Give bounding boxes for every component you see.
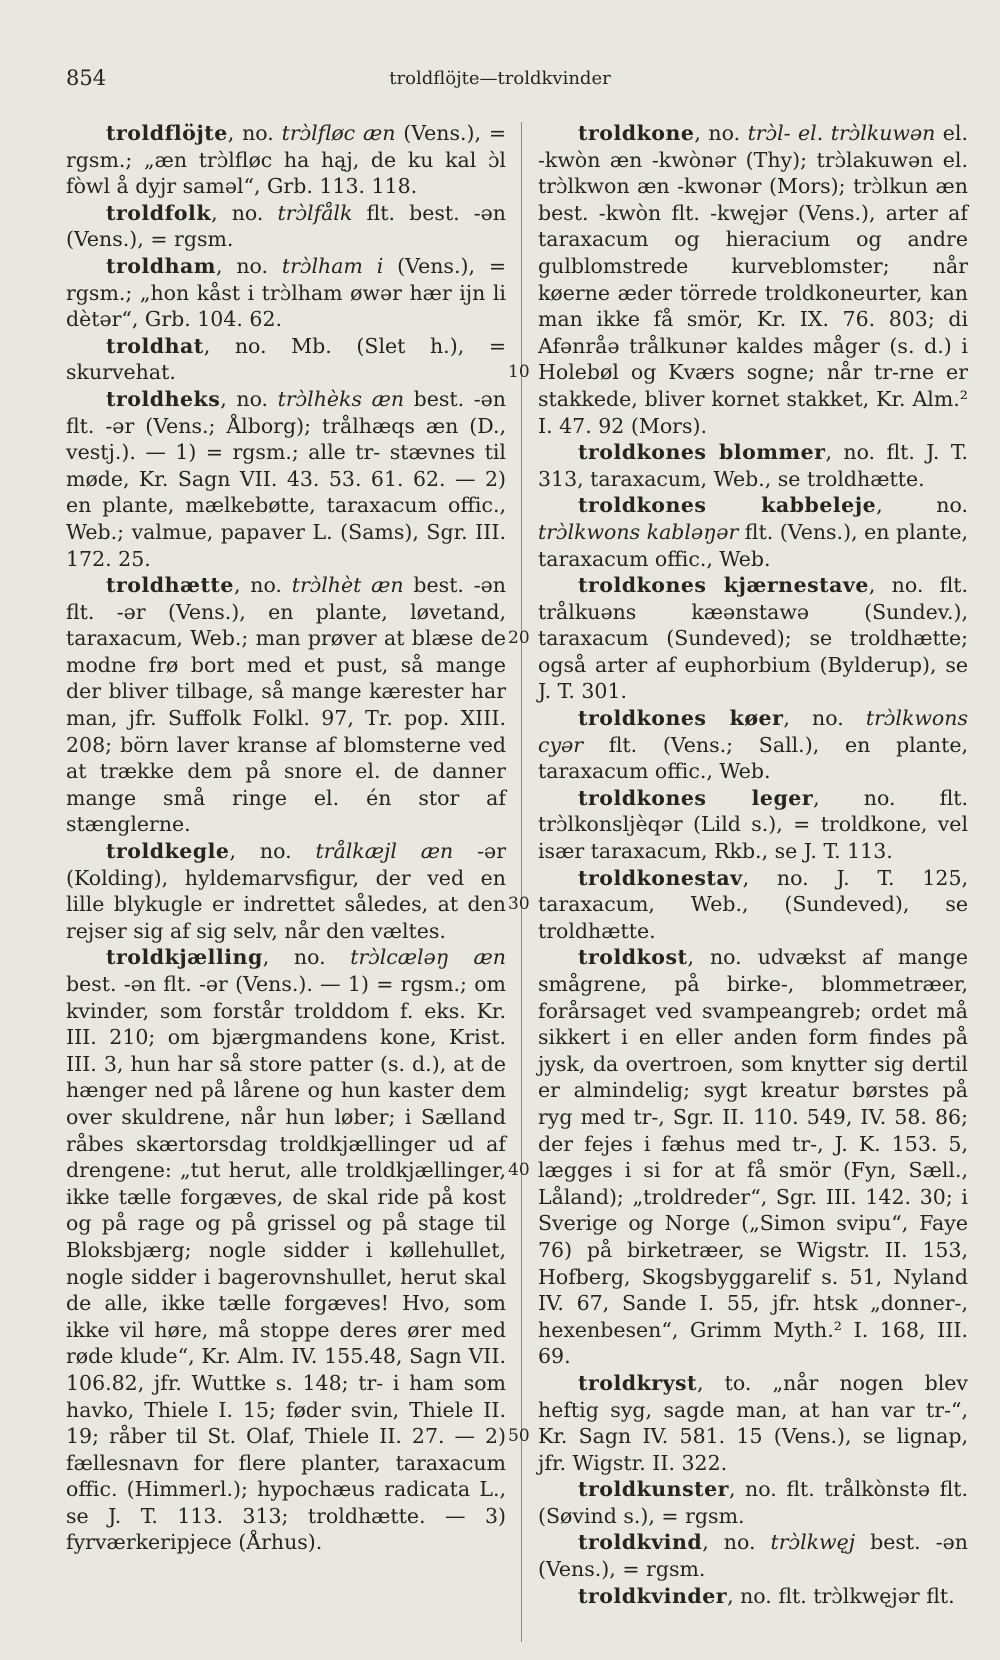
line-marker: 30 [508,894,530,915]
dictionary-entry [538,705,968,785]
entry-pos: , no. [211,200,278,225]
entry-definition: -ər (Kolding), hyldemarvsfigur, der ved en lille blykugle er indrettet således, at den rejser sig af sig selv, når den væltes. [66,839,506,943]
dictionary-entry [66,838,506,944]
entry-headword: troldkones kjærnestave [578,573,869,598]
entry-definition: flt. (Vens.), en plante, taraxacum offic., Web. [538,519,968,571]
entry-headword: troldkones køer [578,706,784,731]
left-column [66,120,506,1556]
entry-pos: , no. [227,121,282,145]
entry-pos: , no. [203,333,292,358]
entry-headword: troldkryst [578,1370,697,1395]
dictionary-entry [538,120,968,439]
entry-pos: , no. [687,945,758,970]
entry-pronunciation: trɔ̀lkwęj [770,1530,856,1555]
entry-definition: flt. J. T. 313, taraxacum, Web., se troldhætte. [538,440,968,491]
entry-definition: J. T. 125, taraxacum, Web., (Sundeved), se troldhætte. [538,865,969,943]
entry-headword: troldkost [578,945,688,970]
dictionary-entry [66,253,506,333]
entry-definition: best. -ən (Vens.), = rgsm. [538,1530,968,1582]
entry-headword: troldkones leger [578,785,814,810]
entry-pos: , no. [694,121,748,145]
dictionary-entry [66,386,506,572]
entry-pos: , no. [868,573,940,598]
entry-definition: flt. trɔ̀lkonsljèqər (Lild s.), = troldkone, vel især taraxacum, Rkb., se J. T. 113. [538,785,968,864]
entry-pos: , no. [813,785,940,810]
entry-headword: troldkegle [106,839,230,864]
dictionary-entry [66,200,506,253]
entry-definition: flt. trålkònstə flt. (Søvind s.), = rgsm. [538,1477,968,1528]
entry-pos: , no. [783,706,866,731]
right-column [538,120,968,1609]
dictionary-entry [538,439,968,492]
entry-definition: best. -ən flt. -ər (Vens.; Ålborg); trålhæqs æn (D., vestj.). — 1) = rgsm.; alle tr- stævnes til møde, Kr. Sagn VII. 43. 53. 61. 62. — 2) en plante, mælkebøtte, taraxacum offic., Web.; valmue, papaver L. (Sams), Sgr. III. 172. 25. [66,386,506,571]
dictionary-entry [538,785,968,865]
entry-definition: best. -ən flt. -ər (Vens.). — 1) = rgsm.; om kvinder, som forstår trolddom f. eks. Kr. III. 210; om bjærgmandens kone, Krist. III. 3, hun har så store patter (s. d.), at de hænger ned på lårene og hun kaster dem over skuldrene, når hun løber; i Sælland råbes skærtorsdag troldkjællinger ud af drengene: „tut herut, alle troldkjællinger, ikke tælle forgæves, de skal ride på kost og på rage og på grissel og på stage til Bloksbjærg; nogle sidder i køllehullet, nogle sidder i bagerovnshullet, herut skal de alle, ikke tælle forgæves! Hvo, som ikke vil høre, må stoppe deres ører med røde klude“, Kr. Alm. IV. 155.48, Sagn VII. 106.82, jfr. Wuttke s. 148; tr- i ham som havko, Thiele I. 15; føder svin, Thiele II. 19; råber til St. Olaf, Thiele II. 27. — 2) fællesnavn for flere planter, taraxacum offic. (Himmerl.); hypochæus radicata L., se J. T. 113. 313; troldhætte. — 3) fyrværkeripjece (Århus). [66,972,506,1555]
dictionary-entry [66,120,506,200]
entry-definition: best. -ən flt. -ər (Vens.), en plante, løvetand, taraxacum, Web.; man prøver at blæse de modne frø bort med et pust, så mange der bliver tilbage, så mange kærester har man, jfr. Suffolk Folkl. 97, Tr. pop. XIII. 208; börn laver kranse af blomsterne ved at trække dem på snore el. de danner mange små ringe el. én stor af stænglerne. [66,573,506,837]
running-head: troldflöjte—troldkvinder [389,68,611,89]
entry-headword: troldkvinder [578,1583,728,1608]
entry-headword: troldhætte [106,573,234,598]
dictionary-entry [538,865,968,945]
entry-definition: flt. trɔ̀lkwęjər flt. [778,1583,955,1608]
entry-pos: , no. [233,573,292,598]
dictionary-entry [66,572,506,838]
dictionary-entry [66,944,506,1556]
page-number: 854 [66,66,107,90]
entry-headword: troldkones blommer [578,440,826,465]
entry-pos: , no. [215,253,282,278]
dictionary-entry [538,1583,968,1610]
entry-headword: troldfolk [106,200,212,225]
entry-pronunciation: trålkæjl æn [315,839,454,864]
entry-pos: , no. [742,865,837,890]
entry-headword: troldkone [578,121,695,145]
entry-definition: flt. (Vens.; Sall.), en plante, taraxacum offic., Web. [538,732,968,784]
line-marker: 20 [508,628,530,649]
entry-headword: troldhat [106,333,204,358]
entry-pos: , to. [697,1370,773,1395]
page-header [66,66,934,96]
entry-pronunciation: trɔ̀lkwons kabləŋər [538,519,739,544]
entry-definition: flt. trålkuəns kæənstawə (Sundev.), taraxacum (Sundeved); se troldhætte; også arter af euphorbium (Bylderup), se J. T. 301. [538,573,968,704]
line-marker: 40 [508,1160,530,1181]
entry-pronunciation: trɔ̀lhèt æn [291,573,404,598]
line-marker: 10 [508,362,530,383]
dictionary-entry [538,944,968,1370]
entry-pronunciation: trɔ̀lkwons cyər [538,706,968,757]
entry-pos: , no. [876,493,969,518]
column-divider [521,122,522,1642]
entry-headword: troldkones kabbeleje [578,493,877,518]
entry-definition: Mb. (Slet h.), = skurvehat. [66,333,507,385]
entry-pos: , no. [262,945,351,970]
entry-pronunciation: trɔ̀l- el. trɔ̀lkuwən [747,121,936,145]
entry-pronunciation: trɔ̀lfålk [277,200,353,225]
entry-pos: , no. [825,440,887,465]
dictionary-entry [538,1370,968,1476]
entry-definition: (Vens.), = rgsm.; „hon kåst i trɔ̀lham øwər hær ijn li dètər“, Grb. 104. 62. [66,253,507,332]
entry-pos: , no. [229,839,316,864]
entry-pos: , no. [220,386,278,411]
entry-headword: troldham [106,253,216,278]
entry-definition: udvækst af mange smågrene, på birke-, blommetræer, forårsaget ved svampeangreb; ordet må sikkert i en eller anden form findes på jysk, da overtroen, som knytter sig dertil er almindelig; sygt kreatur børstes på ryg med tr-, Sgr. II. 110. 549, IV. 58. 86; der fejes i fæhus med tr-, J. K. 153. 5, lægges i si for at få smör (Fyn, Sæll., Låland); „troldreder“, Sgr. III. 142. 30; i Sverige og Norge („Simon svipu“, Faye 76) på birketræer, se Wigstr. II. 153, Hofberg, Skogsbyggarelif s. 51, Nyland IV. 67, Sande I. 55, jfr. htsk „donner-, hexenbesen“, Grimm Myth.² I. 168, III. 69. [538,945,968,1369]
entry-definition: „når nogen blev heftig syg, sagde man, at han var tr-“, Kr. Sagn IV. 581. 15 (Vens.), se lignap, jfr. Wigstr. II. 322. [538,1370,968,1475]
dictionary-entry [538,572,968,705]
entry-headword: troldflöjte [106,121,228,145]
line-marker: 50 [508,1426,530,1447]
entry-headword: troldkonestav [578,865,743,890]
dictionary-entry [66,333,506,386]
dictionary-entry [538,492,968,572]
entry-pos: , no. [727,1583,779,1608]
entry-definition: el. -kwòn æn -kwònər (Thy); trɔ̀lakuwən el. trɔ̀lkwon æn -kwonər (Mors); trɔ̀lkun æn best. -kwòn flt. -kwęjər (Vens.), arter af taraxacum og hieracium og andre gulblomstrede kurveblomster; når køerne æder törrede troldkoneurter, kan man ikke få smör, Kr. IX. 76. 803; di Afənråə trålkunər kaldes måger (s. d.) i Holebøl og Kværs sogne; når tr-rne er stakkede, bliver kornet stakket, Kr. Alm.² I. 47. 92 (Mors). [538,121,968,438]
entry-pronunciation: trɔ̀lhèks æn [277,386,405,411]
dictionary-entry [538,1476,968,1529]
entry-pos: , no. [702,1530,771,1555]
entry-definition: flt. best. -ən (Vens.), = rgsm. [66,200,506,252]
entry-headword: troldheks [106,386,221,411]
entry-definition: (Vens.), = rgsm.; „æn trɔ̀lfløc ha hąj, de ku kal ɔ̀l fòwl å dyjr saməl“, Grb. 113. 118. [66,121,507,199]
entry-headword: troldkunster [578,1477,729,1502]
entry-pronunciation: trɔ̀lfløc æn [281,121,396,145]
entry-pronunciation: trɔ̀lcæləŋ æn [350,945,506,970]
entry-headword: troldkjælling [106,945,263,970]
entry-headword: troldkvind [578,1530,703,1555]
entry-pos: , no. [728,1477,787,1502]
dictionary-entry [538,1529,968,1582]
entry-pronunciation: trɔ̀lham i [281,253,384,278]
